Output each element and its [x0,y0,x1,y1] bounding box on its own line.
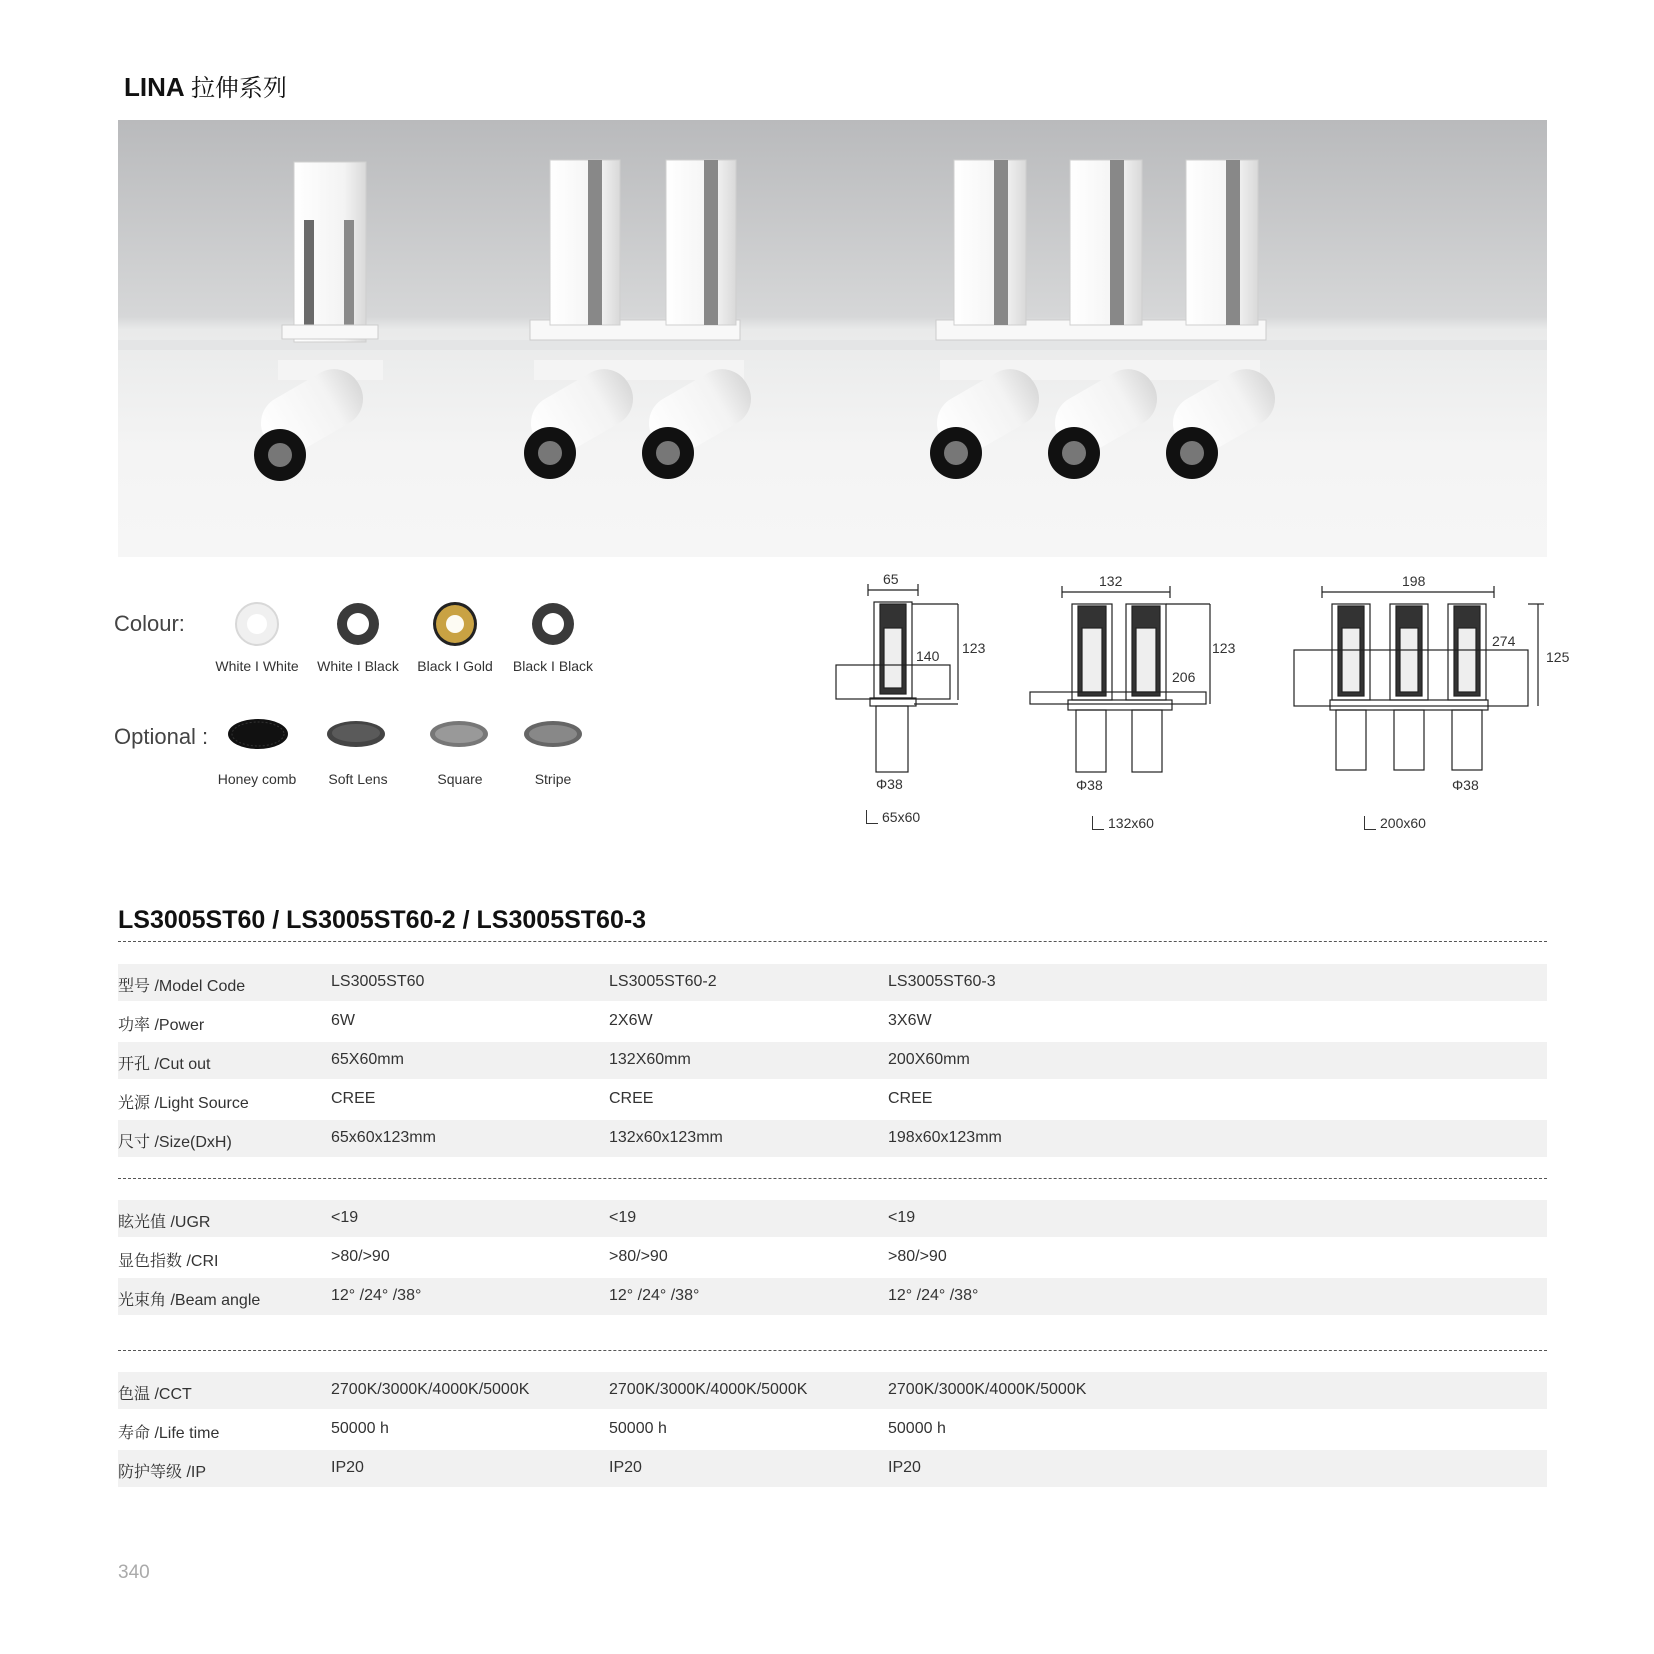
colour-swatch-black-black [530,601,576,647]
spec-value: CREE [609,1090,654,1107]
colour-swatch-black-gold [432,601,478,647]
drawing-side-dim: 274 [1492,633,1516,649]
drawing-side-dim: 206 [1172,669,1196,685]
spec-value: 12° /24° /38° [888,1287,979,1304]
product-hero-image [118,120,1547,557]
colour-swatch-white-black [335,601,381,647]
spec-value: 3X6W [888,1012,932,1029]
spec-row [118,1278,1547,1315]
spec-row [118,1042,1547,1079]
single-spotlight-illustration [251,162,383,481]
stripe-accessory-icon [522,719,584,749]
spec-value: 50000 h [609,1420,667,1437]
cutout-icon [1092,816,1104,830]
spec-row [118,1411,1547,1448]
honeycomb-accessory-icon [226,717,290,751]
spec-value: >80/>90 [888,1248,947,1265]
spec-value: 12° /24° /38° [609,1287,700,1304]
spec-value: 12° /24° /38° [331,1287,422,1304]
colour-caption: White I White [215,658,299,674]
spec-row [118,1239,1547,1276]
spec-label: 型号 /Model Code [118,978,246,995]
drawing-width-dim: 132 [1099,573,1123,589]
spec-label: 功率 /Power [118,1017,205,1034]
spec-value: <19 [609,1209,637,1226]
spec-label: 防护等级 /IP [118,1464,207,1481]
cutout-size-3 [1364,815,1426,831]
optional-caption: Honey comb [217,771,297,787]
cutout-size-1 [866,809,920,825]
soft-lens-accessory-icon [325,719,387,749]
spec-value: 65x60x123mm [331,1129,436,1146]
drawing-diameter: Φ38 [1076,777,1103,793]
spec-value: 200X60mm [888,1051,970,1068]
drawing-diameter: Φ38 [1452,777,1479,793]
spec-value: <19 [331,1209,359,1226]
spec-row [118,1003,1547,1040]
drawing-width-dim: 198 [1402,573,1426,589]
spec-value: 2700K/3000K/4000K/5000K [331,1381,530,1398]
drawing-side-dim: 140 [916,648,940,664]
drawing-height-dim: 125 [1546,649,1570,665]
spec-value: IP20 [609,1459,642,1476]
colour-caption: Black I Black [512,658,594,674]
cutout-icon [1364,816,1376,830]
drawing-height-dim: 123 [1212,640,1236,656]
spec-row [118,1120,1547,1157]
spec-label: 色温 /CCT [118,1386,192,1403]
spec-label: 开孔 /Cut out [118,1056,211,1073]
technical-drawing-double [1020,570,1250,810]
divider [118,941,1547,942]
spec-label: 光源 /Light Source [118,1095,249,1112]
spec-row [118,1081,1547,1118]
cutout-value: 65x60 [882,809,921,825]
spec-value: 132X60mm [609,1051,691,1068]
divider [118,1178,1547,1179]
spec-row [118,1450,1547,1487]
spec-value: 50000 h [331,1420,389,1437]
spec-row [118,1372,1547,1409]
spec-value: >80/>90 [609,1248,668,1265]
triple-spotlight-illustration [927,160,1286,479]
spec-value: IP20 [331,1459,364,1476]
double-spotlight-illustration [521,160,762,479]
spec-label: 寿命 /Life time [118,1425,220,1442]
divider [118,1350,1547,1351]
spec-value: 65X60mm [331,1051,404,1068]
colour-caption: Black I Gold [417,658,493,674]
spec-label: 眩光值 /UGR [118,1214,211,1231]
cutout-size-2 [1092,815,1154,831]
page-number: 340 [118,1562,150,1583]
cutout-value: 200x60 [1380,815,1426,831]
optional-caption: Stripe [534,771,572,787]
spec-row [118,1200,1547,1237]
drawing-height-dim: 123 [962,640,986,656]
colour-caption: White I Black [317,658,399,674]
spec-value: 198x60x123mm [888,1129,1002,1146]
spec-value: 2700K/3000K/4000K/5000K [609,1381,808,1398]
spec-value: 132x60x123mm [609,1129,723,1146]
spec-value: LS3005ST60-2 [609,973,717,990]
spec-value: LS3005ST60-3 [888,973,996,990]
colour-label: Colour: [114,611,185,636]
spec-value: CREE [888,1090,933,1107]
spec-label: 尺寸 /Size(DxH) [118,1134,232,1151]
technical-drawing-triple [1282,570,1582,810]
spec-value: 2X6W [609,1012,653,1029]
spec-label: 光束角 /Beam angle [118,1292,261,1309]
colour-swatch-white-white [234,601,280,647]
page-title [124,68,287,103]
title-en: LINA [124,72,184,102]
spec-row [118,964,1547,1001]
spec-value: 2700K/3000K/4000K/5000K [888,1381,1087,1398]
spec-value: 50000 h [888,1420,946,1437]
technical-drawing-single [830,570,990,800]
title-cn: 拉伸系列 [190,75,287,102]
spec-value: CREE [331,1090,376,1107]
square-accessory-icon [428,719,490,749]
optional-label: Optional : [114,724,209,749]
optional-caption: Soft Lens [328,771,388,787]
cutout-icon [866,810,878,824]
drawing-width-dim: 65 [883,571,899,587]
optional-caption: Square [437,771,483,787]
spec-label: 显色指数 /CRI [118,1253,219,1270]
spec-value: IP20 [888,1459,921,1476]
spec-value: LS3005ST60 [331,973,425,990]
spec-value: 6W [331,1012,355,1029]
drawing-diameter: Φ38 [876,776,903,792]
model-title: LS3005ST60 / LS3005ST60-2 / LS3005ST60-3 [118,906,647,934]
cutout-value: 132x60 [1108,815,1154,831]
spec-value: <19 [888,1209,916,1226]
spec-value: >80/>90 [331,1248,390,1265]
